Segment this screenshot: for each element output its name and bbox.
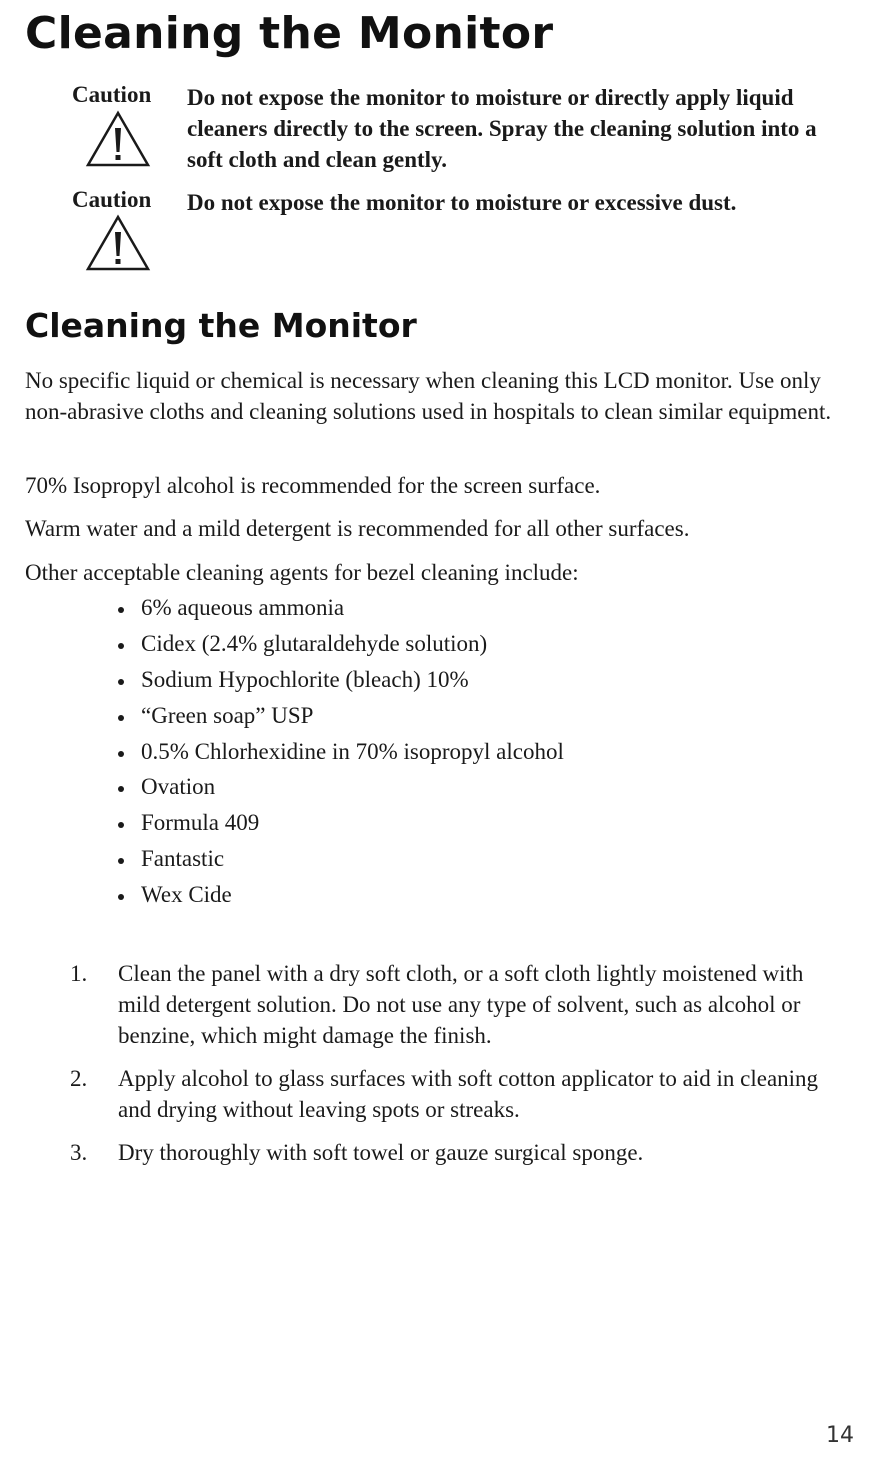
bullet-icon — [118, 679, 124, 685]
paragraph-other-surfaces: Warm water and a mild detergent is recommended for all other surfaces. — [25, 516, 690, 541]
list-item: Fantastic — [115, 843, 815, 879]
page-title: Cleaning the Monitor — [25, 8, 554, 59]
bullet-icon — [118, 786, 124, 792]
paragraph-bezel-agents: Other acceptable cleaning agents for bezel cleaning include: — [25, 560, 579, 585]
caution-text: Do not expose the monitor to moisture or excessive dust. — [187, 190, 737, 215]
step-item — [70, 1063, 850, 1125]
list-item: Wex Cide — [115, 879, 815, 915]
bullet-icon — [118, 715, 124, 721]
bullet-icon — [118, 607, 124, 613]
step-number: 2. — [70, 1066, 88, 1091]
list-item: “Green soap” USP — [115, 700, 815, 736]
bullet-icon — [118, 822, 124, 828]
step-number: 3. — [70, 1140, 88, 1165]
list-item: Ovation — [115, 771, 815, 807]
paragraph-intro: No specific liquid or chemical is necessary when cleaning this LCD monitor. Use only non-abrasive cloths and cleaning solutions used in hospitals to clean similar equipment. — [25, 368, 832, 424]
step-number: 1. — [70, 961, 88, 986]
step-item — [70, 1137, 850, 1168]
section-heading: Cleaning the Monitor — [25, 306, 417, 345]
list-item: Sodium Hypochlorite (bleach) 10% — [115, 664, 815, 700]
warning-triangle-icon — [85, 214, 151, 272]
warning-triangle-icon — [85, 110, 151, 168]
caution-label: Caution — [72, 82, 152, 107]
bullet-icon — [118, 751, 124, 757]
cleaning-agents-list — [115, 592, 815, 915]
list-item: Formula 409 — [115, 807, 815, 843]
caution-block — [72, 187, 862, 277]
bullet-icon — [118, 894, 124, 900]
caution-text: Do not expose the monitor to moisture or directly apply liquid cleaners directly to the screen. Spray the cleaning solution into a soft cloth and clean gently. — [187, 85, 817, 172]
page-number: 14 — [826, 1423, 854, 1448]
step-text: Clean the panel with a dry soft cloth, or a soft cloth lightly moistened with mild detergent solution. Do not use any type of solvent, such as alcohol or benzine, which might damage the finish. — [118, 961, 804, 1048]
cleaning-steps-list — [70, 958, 850, 1180]
paragraph-screen-surface: 70% Isopropyl alcohol is recommended for the screen surface. — [25, 473, 601, 498]
step-text: Dry thoroughly with soft towel or gauze surgical sponge. — [118, 1140, 644, 1165]
bullet-icon — [118, 858, 124, 864]
caution-block — [72, 82, 862, 182]
list-item: Cidex (2.4% glutaraldehyde solution) — [115, 628, 815, 664]
list-item: 0.5% Chlorhexidine in 70% isopropyl alcohol — [115, 736, 815, 772]
step-item — [70, 958, 850, 1051]
list-item: 6% aqueous ammonia — [115, 592, 815, 628]
caution-label: Caution — [72, 187, 152, 212]
step-text: Apply alcohol to glass surfaces with soft cotton applicator to aid in cleaning and drying without leaving spots or streaks. — [118, 1066, 819, 1122]
bullet-icon — [118, 643, 124, 649]
